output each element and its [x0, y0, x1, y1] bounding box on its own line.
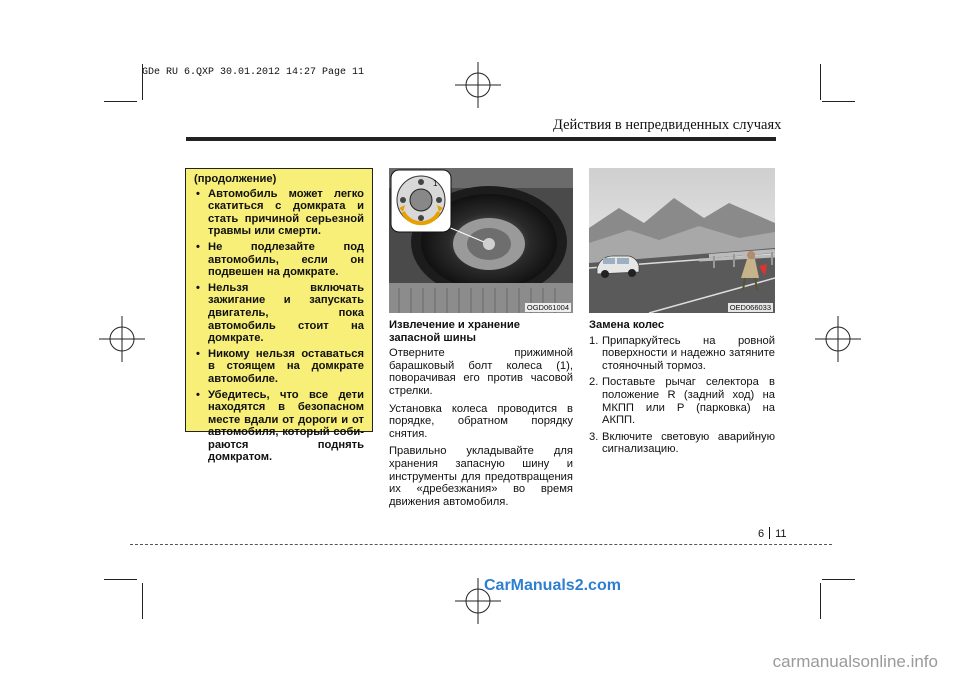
registration-mark-right [815, 316, 861, 362]
chapter-number: 6 [758, 528, 765, 540]
page-header-title: Действия в непредвиденных случаях [553, 117, 782, 133]
roadside-illustration [589, 168, 775, 313]
paragraph: Установка колеса проводится в порядке, обратном порядку снятия. [389, 402, 573, 440]
step-item [589, 335, 775, 373]
steps-list [589, 335, 775, 456]
page-number [758, 527, 787, 540]
step-number: 2. [589, 376, 599, 389]
paragraph: Отверните прижимной барашковый болт колеса (1), поворачивая его против часовой стрелки. [389, 347, 573, 397]
warning-item: • Автомобиль может легко скатиться с домкрата и стать причиной серьезной травмы или смерти. [194, 188, 364, 238]
warning-heading: (продолжение) [194, 173, 277, 185]
watermark-top[interactable]: CarManuals2.com [484, 577, 621, 594]
step-number: 1. [589, 334, 599, 347]
step-number: 3. [589, 430, 599, 443]
section-wheel-change [589, 319, 775, 460]
callout-1: 1 [433, 179, 438, 188]
page-number-value: 11 [775, 528, 787, 540]
warning-item: • Не подлезайте под автомобиль, если он подвешен на домкрате. [194, 241, 364, 279]
warning-item: • Убедитесь, что все дети находятся в безопасном месте вдали от дороги и от автомобиля, который соби-раются поднять домкратом. [194, 389, 364, 465]
watermark-bottom[interactable]: carmanualsonline.info [772, 652, 938, 671]
registration-mark-left [99, 316, 145, 362]
figure-roadside [589, 168, 775, 313]
warning-box [185, 168, 373, 464]
page-number-separator [769, 527, 770, 539]
warning-item: • Нельзя включать зажигание и запускать двигатель, пока автомобиль стоит на домкрате. [194, 282, 364, 345]
section-heading: Извлечение и хранение запасной шины [389, 319, 521, 344]
figure-code: OED066033 [729, 303, 771, 312]
figure-code: OGD061004 [526, 303, 569, 312]
spare-tire-illustration [389, 168, 573, 313]
step-text: Включите световую аварийную сигнализацию. [602, 430, 775, 456]
step-text: Припаркуйтесь на ровной поверхности и надежно затяните стояночный тормоз. [602, 334, 775, 372]
step-text: Поставьте рычаг селектора в положение R (задний ход) на МКПП или P (парковка) на АКПП. [602, 376, 775, 427]
paragraph: Правильно укладывайте для хранения запасную шину и инструменты для предотвращения их «дребезжания» во время движения автомобиля. [389, 445, 573, 508]
registration-mark-top [455, 62, 501, 108]
footer-dashed-rule [130, 544, 832, 545]
section-spare-tire [389, 319, 573, 513]
warning-list [194, 188, 364, 464]
step-item [589, 431, 775, 456]
section-heading: Замена колес [589, 319, 665, 331]
step-item [589, 376, 775, 426]
print-slug: GDe RU 6.QXP 30.01.2012 14:27 Page 11 [142, 67, 365, 78]
header-rule [186, 137, 776, 141]
figure-spare-tire [389, 168, 573, 313]
warning-item: • Никому нельзя оставаться в стоящем на домкрате автомобиле. [194, 348, 364, 386]
